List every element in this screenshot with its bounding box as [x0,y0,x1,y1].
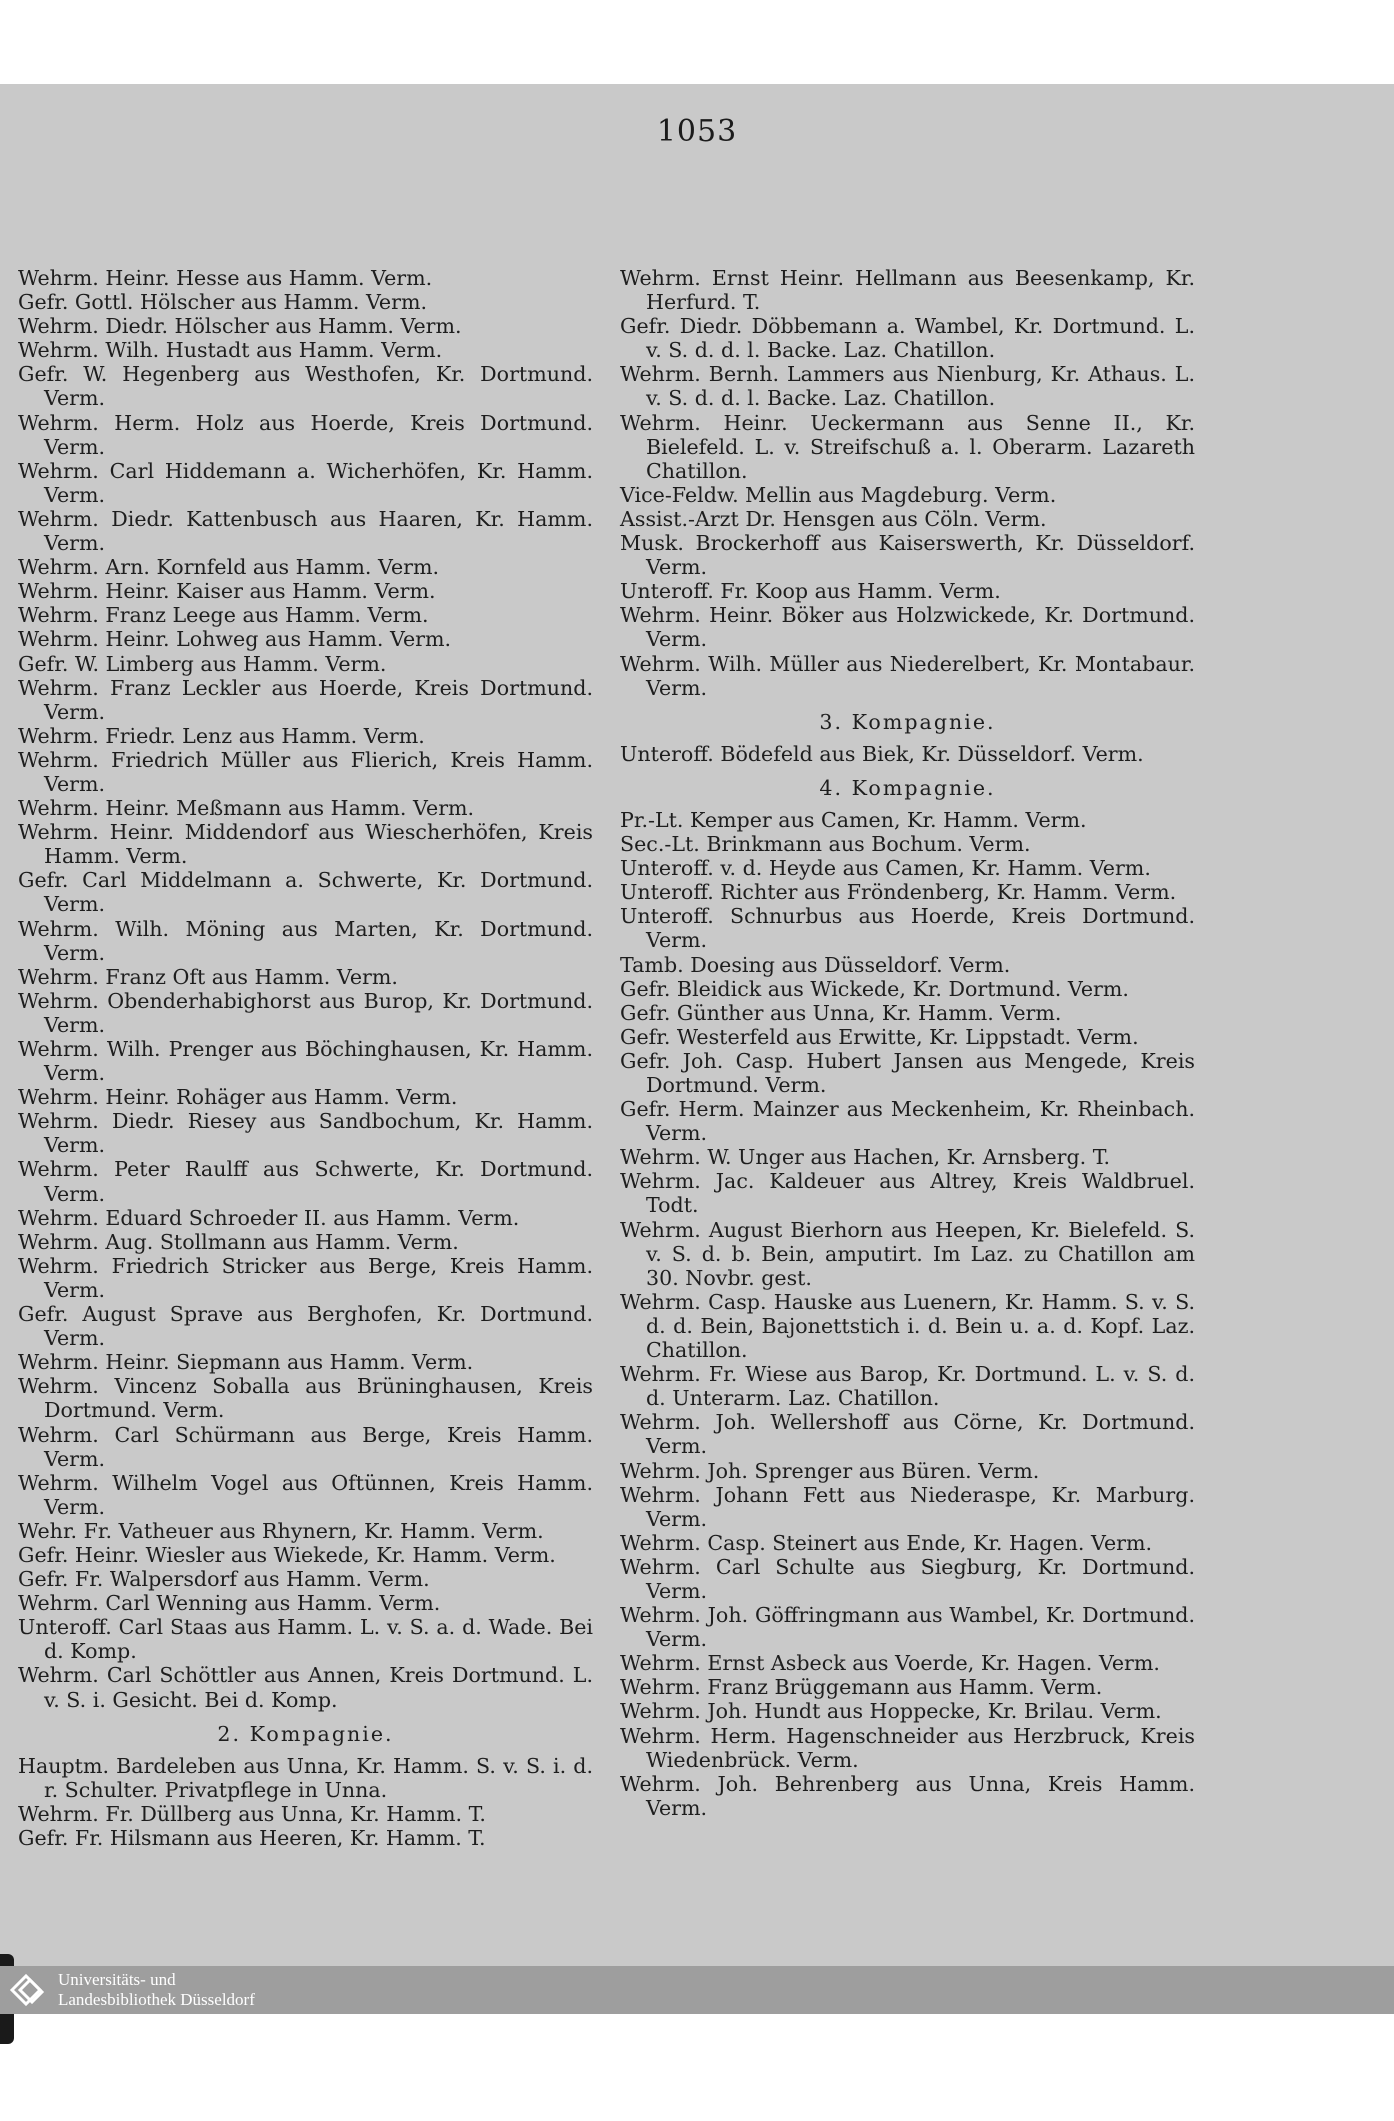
casualty-entry: Wehrm. Joh. Sprenger aus Büren. Verm. [620,1458,1040,1483]
casualty-entry: Wehrm. Peter Raulff aus Schwerte, Kr. Dortmund. Verm. [18,1157,593,1206]
casualty-entry: Wehrm. Friedr. Lenz aus Hamm. Verm. [18,723,425,748]
casualty-entry: Wehrm. Franz Oft aus Hamm. Verm. [18,964,398,989]
page-number: 1053 [656,114,738,149]
casualty-entry: Wehrm. Diedr. Riesey aus Sandbochum, Kr. Hamm. Verm. [18,1109,593,1158]
casualty-entry: Gefr. Fr. Walpersdorf aus Hamm. Verm. [18,1567,430,1592]
casualty-entry: Wehrm. Heinr. Hesse aus Hamm. Verm. [18,266,433,290]
casualty-entry: Gefr. Westerfeld aus Erwitte, Kr. Lippstadt. Verm. [620,1024,1139,1049]
casualty-entry: Wehr. Fr. Vatheuer aus Rhynern, Kr. Hamm. Verm. [18,1518,544,1543]
casualty-entry: Wehrm. Wilhelm Vogel aus Oftünnen, Kreis Hamm. Verm. [18,1470,593,1519]
casualty-entry: Gefr. Günther aus Unna, Kr. Hamm. Verm. [620,1000,1062,1025]
casualty-entry: Wehrm. Ernst Heinr. Hellmann aus Beesenkamp, Kr. Herfurd. T. [620,266,1195,315]
casualty-entry: Wehrm. Arn. Kornfeld aus Hamm. Verm. [18,555,440,580]
casualty-entry: Unteroff. Carl Staas aus Hamm. L. v. S. a. d. Wade. Bei d. Komp. [18,1615,593,1664]
casualty-entry: Wehrm. Vincenz Soballa aus Brüninghausen, Kreis Dortmund. Verm. [18,1374,593,1423]
casualty-entry: Wehrm. Franz Leckler aus Hoerde, Kreis Dortmund. Verm. [18,675,593,724]
casualty-entry: Gefr. Joh. Casp. Hubert Jansen aus Mengede, Kreis Dortmund. Verm. [620,1048,1195,1097]
casualty-entry: Pr.-Lt. Kemper aus Camen, Kr. Hamm. Verm. [620,807,1087,832]
casualty-entry: Wehrm. Obenderhabighorst aus Burop, Kr. Dortmund. Verm. [18,988,593,1037]
casualty-entry: Wehrm. Wilh. Müller aus Niederelbert, Kr. Montabaur. Verm. [620,651,1195,700]
casualty-entry: Tamb. Doesing aus Düsseldorf. Verm. [620,952,1011,977]
casualty-entry: Gefr. Bleidick aus Wickede, Kr. Dortmund. Verm. [620,976,1129,1001]
casualty-entry: Gefr. Gottl. Hölscher aus Hamm. Verm. [18,290,428,315]
casualty-entry: Wehrm. Eduard Schroeder II. aus Hamm. Verm. [18,1205,520,1230]
casualty-entry: Wehrm. Johann Fett aus Niederaspe, Kr. Marburg. Verm. [620,1482,1195,1531]
casualty-entry: Wehrm. Friedrich Stricker aus Berge, Kreis Hamm. Verm. [18,1253,593,1302]
casualty-entry: Wehrm. Heinr. Kaiser aus Hamm. Verm. [18,579,436,604]
casualty-entry: Musk. Brockerhoff aus Kaiserswerth, Kr. Düsseldorf. Verm. [620,531,1195,580]
casualty-entry: Wehrm. Carl Wenning aus Hamm. Verm. [18,1591,441,1616]
casualty-entry: Wehrm. Jac. Kaldeuer aus Altrey, Kreis Waldbruel. Todt. [620,1169,1195,1218]
casualty-entry: Unteroff. Bödefeld aus Biek, Kr. Düsseldorf. Verm. [620,741,1144,766]
library-name [58,1970,255,2010]
casualty-entry: Gefr. Herm. Mainzer aus Meckenheim, Kr. Rheinbach. Verm. [620,1097,1195,1146]
casualty-entry: Wehrm. Carl Schöttler aus Annen, Kreis Dortmund. L. v. S. i. Gesicht. Bei d. Komp. [18,1663,593,1712]
casualty-entry: Wehrm. Joh. Hundt aus Hoppecke, Kr. Brilau. Verm. [620,1699,1162,1724]
casualty-entry: Wehrm. Franz Brüggemann aus Hamm. Verm. [620,1675,1103,1700]
casualty-entry: Wehrm. Franz Leege aus Hamm. Verm. [18,603,429,628]
company-heading: 4. Kompagnie. [819,775,996,800]
casualty-entry: Wehrm. Wilh. Hustadt aus Hamm. Verm. [18,338,443,363]
casualty-entry: Sec.-Lt. Brinkmann aus Bochum. Verm. [620,832,1031,857]
casualty-entry: Wehrm. Fr. Wiese aus Barop, Kr. Dortmund. L. v. S. d. d. Unterarm. Laz. Chatillon. [620,1362,1195,1411]
casualty-entry: Gefr. Heinr. Wiesler aus Wiekede, Kr. Hamm. Verm. [18,1542,556,1567]
casualty-entry: Wehrm. Herm. Hagenschneider aus Herzbruck, Kreis Wiedenbrück. Verm. [620,1723,1195,1772]
casualty-entry: Wehrm. Bernh. Lammers aus Nienburg, Kr. Athaus. L. v. S. d. d. l. Backe. Laz. Chatillon. [620,362,1195,411]
casualty-entry: Wehrm. Diedr. Kattenbusch aus Haaren, Kr. Hamm. Verm. [18,506,593,556]
casualty-entry: Unteroff. Fr. Koop aus Hamm. Verm. [620,579,1001,604]
casualty-entry: Wehrm. Carl Schürmann aus Berge, Kreis Hamm. Verm. [18,1422,593,1471]
casualty-entry: Gefr. Carl Middelmann a. Schwerte, Kr. Dortmund. Verm. [18,868,593,917]
casualty-entry: Wehrm. Heinr. Ueckermann aus Senne II., Kr. Bielefeld. L. v. Streifschuß a. l. Oberarm. Lazareth Chatillon. [620,410,1195,483]
casualty-entry: Wehrm. Ernst Asbeck aus Voerde, Kr. Hagen. Verm. [620,1651,1160,1676]
casualty-entry: Wehrm. Heinr. Middendorf aus Wiescherhöfen, Kreis Hamm. Verm. [18,820,593,869]
casualty-entry: Wehrm. Joh. Göffringmann aus Wambel, Kr. Dortmund. Verm. [620,1603,1195,1652]
casualty-entry: Unteroff. v. d. Heyde aus Camen, Kr. Hamm. Verm. [620,856,1151,881]
casualty-entry: Wehrm. Carl Hiddemann a. Wicherhöfen, Kr. Hamm. Verm. [18,458,593,507]
casualty-entry: Wehrm. Carl Schulte aus Siegburg, Kr. Dortmund. Verm. [620,1554,1195,1603]
casualty-entry: Wehrm. Wilh. Prenger aus Böchinghausen, Kr. Hamm. Verm. [18,1037,593,1086]
casualty-entry: Wehrm. Casp. Steinert aus Ende, Kr. Hagen. Verm. [620,1530,1153,1555]
casualty-entry: Hauptm. Bardeleben aus Unna, Kr. Hamm. S. v. S. i. d. r. Schulter. Privatpflege in Unna. [18,1753,593,1802]
company-heading: 2. Kompagnie. [217,1721,394,1746]
library-name-line2: Landesbibliothek Düsseldorf [58,1990,255,2009]
casualty-entry: Wehrm. Wilh. Möning aus Marten, Kr. Dortmund. Verm. [18,916,593,965]
casualty-entry: Wehrm. August Bierhorn aus Heepen, Kr. Bielefeld. S. v. S. d. b. Bein, amputirt. Im Laz. zu Chatillon am 30. Novbr. gest. [620,1217,1195,1290]
library-footer [0,1966,1394,2014]
casualty-entry: Wehrm. Heinr. Meßmann aus Hamm. Verm. [18,796,475,821]
casualty-entry: Wehrm. Herm. Holz aus Hoerde, Kreis Dortmund. Verm. [18,410,593,459]
casualty-entry: Wehrm. Diedr. Hölscher aus Hamm. Verm. [18,314,462,339]
library-name-line1: Universitäts- und [58,1970,176,1989]
casualty-entry: Unteroff. Schnurbus aus Hoerde, Kreis Dortmund. Verm. [620,904,1195,953]
casualty-entry: Wehrm. Heinr. Lohweg aus Hamm. Verm. [18,627,452,652]
casualty-entry: Wehrm. Fr. Düllberg aus Unna, Kr. Hamm. T. [18,1801,486,1826]
casualty-entry: Gefr. W. Hegenberg aus Westhofen, Kr. Dortmund. Verm. [18,362,593,411]
casualty-entry: Gefr. August Sprave aus Berghofen, Kr. Dortmund. Verm. [18,1302,593,1351]
casualty-entry: Wehrm. W. Unger aus Hachen, Kr. Arnsberg. T. [620,1145,1111,1170]
company-heading: 3. Kompagnie. [819,709,996,734]
right-column [620,266,1195,1820]
casualty-entry: Wehrm. Aug. Stollmann aus Hamm. Verm. [18,1229,459,1254]
casualty-entry: Unteroff. Richter aus Fröndenberg, Kr. Hamm. Verm. [620,880,1177,905]
casualty-entry: Wehrm. Joh. Wellershoff aus Cörne, Kr. Dortmund. Verm. [620,1410,1195,1459]
casualty-entry: Gefr. Diedr. Döbbemann a. Wambel, Kr. Dortmund. L. v. S. d. d. l. Backe. Laz. Chatillon. [620,314,1195,363]
casualty-entry: Assist.-Arzt Dr. Hensgen aus Cöln. Verm. [620,506,1047,531]
casualty-entry: Vice-Feldw. Mellin aus Magdeburg. Verm. [620,482,1057,507]
casualty-entry: Wehrm. Friedrich Müller aus Flierich, Kreis Hamm. Verm. [18,747,593,796]
casualty-entry: Wehrm. Casp. Hauske aus Luenern, Kr. Hamm. S. v. S. d. d. Bein, Bajonettstich i. d. Bein u. a. d. Kopf. Laz. Chatillon. [620,1289,1195,1363]
casualty-entry: Gefr. W. Limberg aus Hamm. Verm. [18,651,387,676]
casualty-entry: Wehrm. Heinr. Böker aus Holzwickede, Kr. Dortmund. Verm. [620,603,1195,652]
ulb-logo-icon [6,1968,50,2012]
casualty-entry: Wehrm. Joh. Behrenberg aus Unna, Kreis Hamm. Verm. [620,1771,1195,1820]
casualty-entry: Gefr. Fr. Hilsmann aus Heeren, Kr. Hamm. T. [18,1826,486,1850]
casualty-entry: Wehrm. Heinr. Siepmann aus Hamm. Verm. [18,1350,474,1375]
left-column [18,266,593,1850]
casualty-entry: Wehrm. Heinr. Rohäger aus Hamm. Verm. [18,1085,458,1110]
